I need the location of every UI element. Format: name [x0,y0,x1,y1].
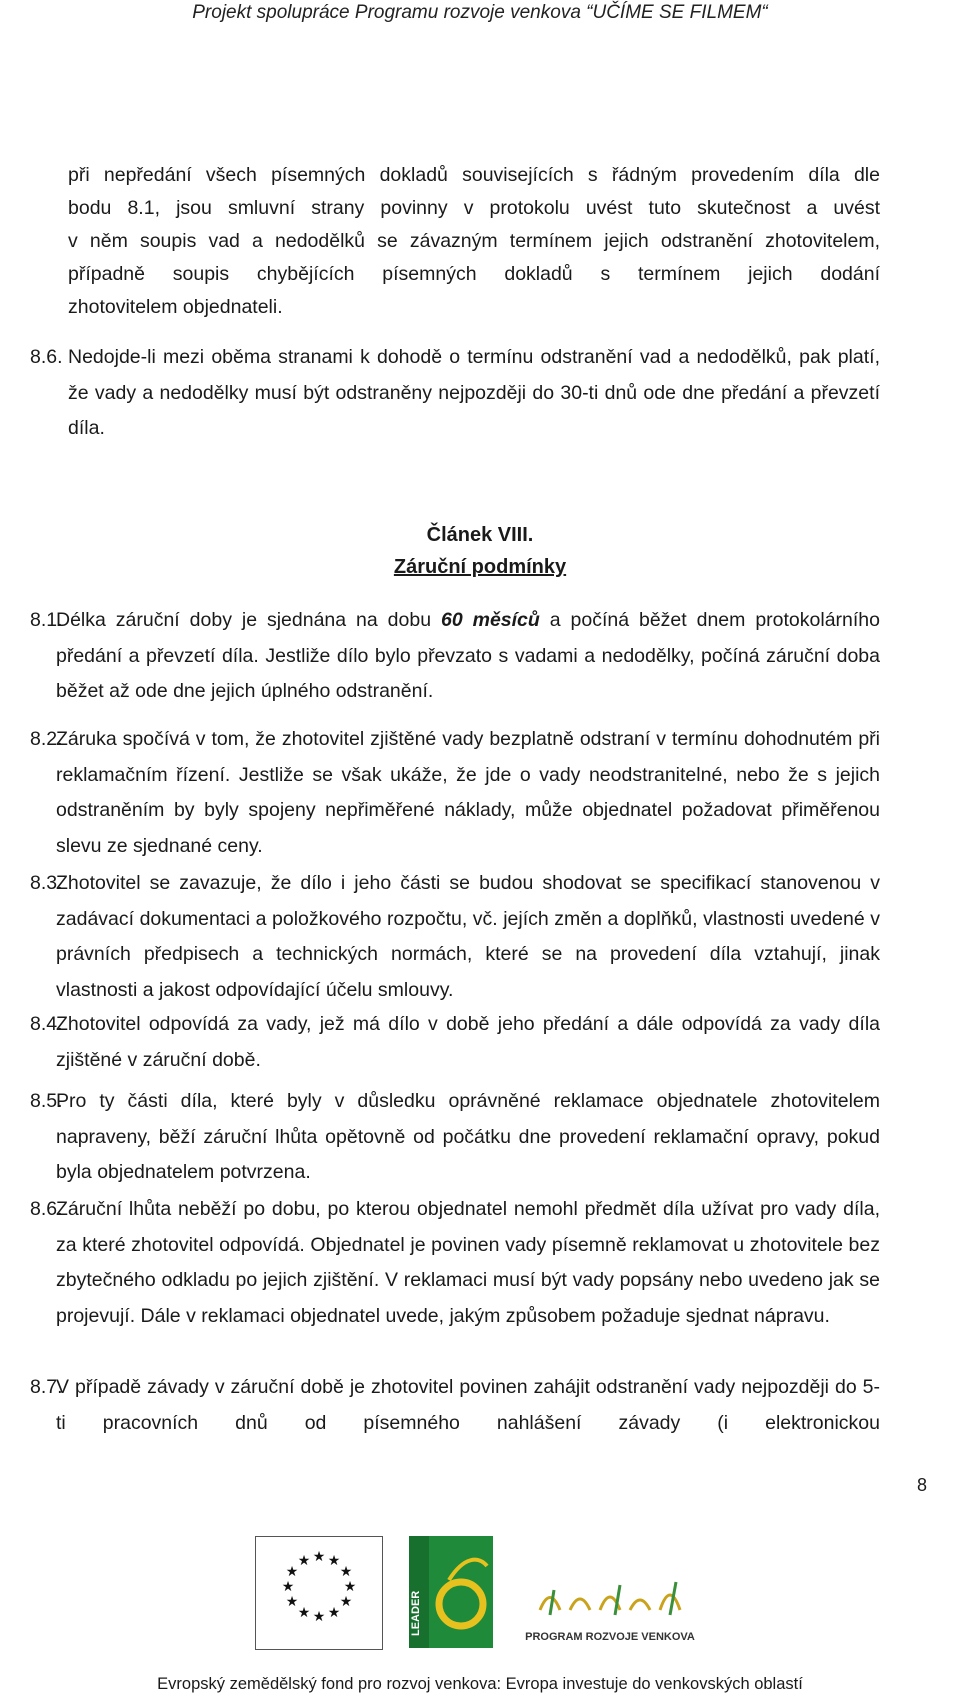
emphasis: 60 měsíců [440,609,540,631]
paragraph: Zhotovitel se zavazuje, že dílo i jeho části se budou shodovat se specifikací stanovenou v zadávací dokumentaci a položkového rozpočtu, vč. jejích změn a doplňků, vlastnosti uvedené v právních předpisech a technických normách, které se na provedení díla vztahují, jinak vlastnosti a jakost odpovídající účelu smlouvy. [56,872,880,1001]
svg-text:★: ★ [327,1604,341,1620]
leader-text: LEADER [410,1590,422,1636]
eu-stars-icon [256,1537,382,1649]
article-subtitle: Záruční podmínky [393,556,567,578]
intro-line: případně soupis chybějících písemných dokladů s termínem jejich dodání [68,263,880,285]
intro-line: v něm soupis vad a nedodělků se závazným termínem jejich odstranění zhotovitelem, [68,230,880,252]
paragraph: Pro ty části díla, které byly v důsledku oprávněné reklamace objednatele zhotovitelem napraveny, běží záruční lhůta opětovně od počátku dne provedení reklamační opravy, pokud byla objednatelem potvrzena. [56,1090,880,1183]
para-number: 8.3. [30,872,63,894]
para-number: 8.6. [30,1198,63,1220]
svg-text:★: ★ [312,1608,326,1624]
paragraph: Délka záruční doby je sjednána na dobu 60 měsíců a počíná běžet dnem protokolárního předání a převzetí díla. Jestliže dílo bylo převzato s vadami a nedodělky, počíná záruční doba běžet až ode dne jejich úplného odstranění. [56,609,880,702]
para-number: 8.5. [30,1090,63,1112]
para-number: 8.6. [30,346,63,368]
intro-line: zhotovitelem objednateli. [68,296,283,318]
para-number: 8.2. [30,728,63,750]
intro-line: bodu 8.1, jsou smluvní strany povinny v protokolu uvést tuto skutečnost a uvést [68,197,880,219]
paragraph: Zhotovitel odpovídá za vady, jež má dílo v době jeho předání a dále odpovídá za vady díla zjištěné v záruční době. [56,1013,880,1071]
para-number: 8.4. [30,1013,63,1035]
paragraph: Záruka spočívá v tom, že zhotovitel zjištěné vady bezplatně odstraní v termínu dohodnutém při reklamačním řízení. Jestliže se však ukáže, že jde o vady neodstranitelné, nebo že s jejich odstraněním by byly spojeny nepřiměřené náklady, může objednatel požadovat přiměřenou slevu ze sjednané ceny. [56,728,880,857]
leader-logo [409,1536,493,1648]
intro-line: při nepředání všech písemných dokladů souvisejících s řádným provedením díla dle [68,164,880,186]
svg-text:★: ★ [343,1578,357,1594]
svg-text:★: ★ [339,1593,353,1609]
para-number: 8.7. [30,1376,63,1398]
svg-text:★: ★ [285,1593,299,1609]
svg-text:★: ★ [297,1604,311,1620]
svg-text:★: ★ [339,1563,353,1579]
svg-text:★: ★ [285,1563,299,1579]
article-title: Článek VIII. [426,524,534,546]
prv-logo [520,1570,700,1648]
paragraph: Nedojde-li mezi oběma stranami k dohodě o termínu odstranění vad a nedodělků, pak platí, že vady a nedodělky musí být odstraněny nejpozději do 30-ti dnů ode dne předání a převzetí díla. [68,346,880,439]
page-number: 8 [916,1475,927,1495]
para-number: 8.1. [30,609,63,631]
paragraph: V případě závady v záruční době je zhotovitel povinen zahájit odstranění vady nejpozději do 5-ti pracovních dnů od písemného nahlášení závady (i elektronickou [56,1376,880,1434]
svg-text:★: ★ [312,1548,326,1564]
svg-text:★: ★ [297,1552,311,1568]
svg-text:★: ★ [281,1578,295,1594]
paragraph: Záruční lhůta neběží po dobu, po kterou objednatel nemohl předmět díla užívat pro vady díla, za které zhotovitel odpovídá. Objednatel je povinen vady písemně reklamovat u zhotovitele bez zbytečného odkladu po jejich zjištění. V reklamaci musí být vady popsány nebo uvedeno jak se projevují. Dále v reklamaci objednatel uvede, jakým způsobem požaduje sjednat nápravu. [56,1198,880,1327]
eu-flag-logo [255,1536,383,1650]
prv-text: PROGRAM ROZVOJE VENKOVA [525,1631,695,1643]
svg-text:★: ★ [327,1552,341,1568]
page-footer: Evropský zemědělský fond pro rozvoj venkova: Evropa investuje do venkovských oblastí [157,1675,803,1693]
page-header: Projekt spolupráce Programu rozvoje venkova “UČÍME SE FILMEM“ [192,2,768,23]
